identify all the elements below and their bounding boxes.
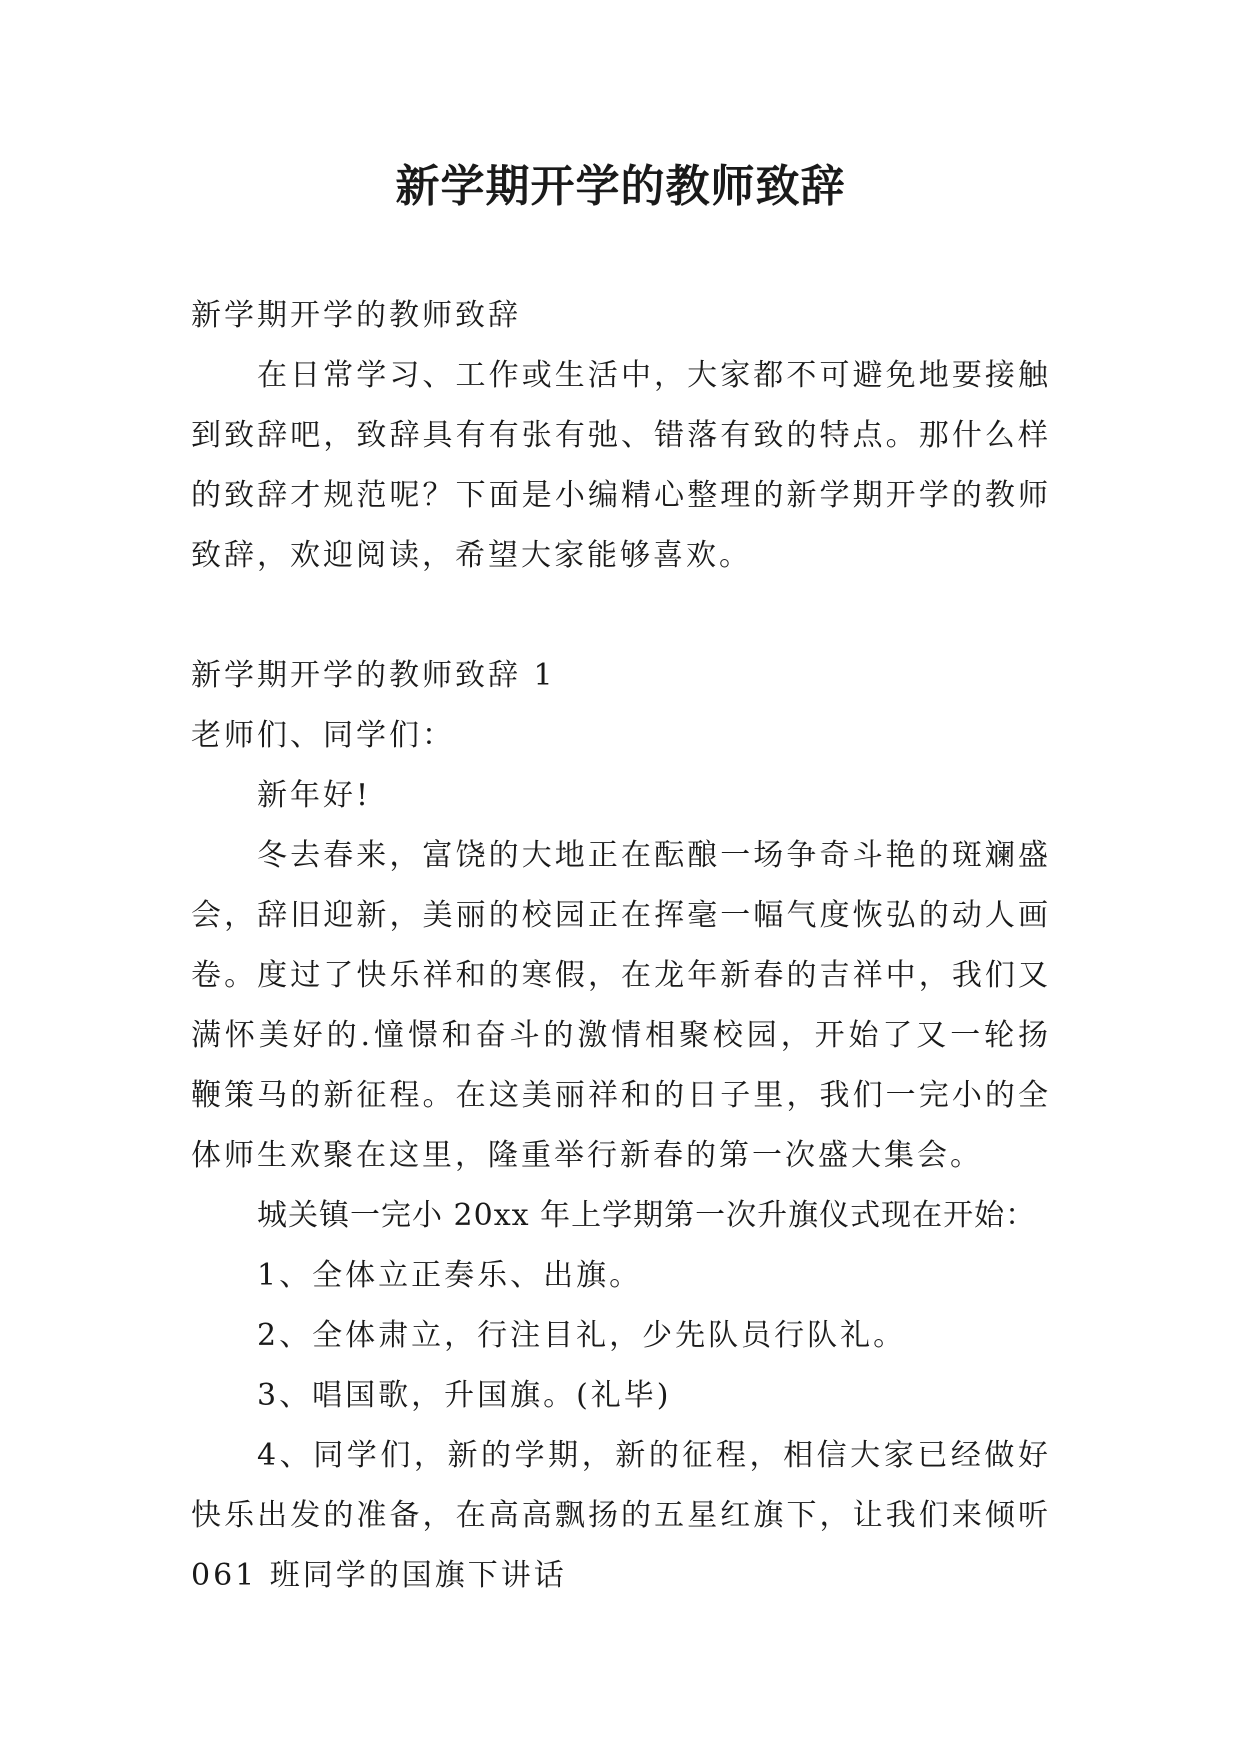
ceremony-start-line: 城关镇一完小 20xx 年上学期第一次升旗仪式现在开始： [257,1198,1037,1233]
paragraph-gap [191,586,1051,646]
greeting-line: 老师们、同学们： [191,718,455,753]
intro-paragraph: 在日常学习、工作或生活中，大家都不可避免地要接触到致辞吧，致辞具有有张有弛、错落有致的特点。那什么样的致辞才规范呢？下面是小编精心整理的新学期开学的教师致辞，欢迎阅读，希望大家能够喜欢。 [191,358,1051,573]
document-title: 新学期开学的教师致辞 [395,161,846,212]
document-subtitle: 新学期开学的教师致辞 [191,298,521,333]
section-heading: 新学期开学的教师致辞 1 [191,658,556,693]
ceremony-item-3: 3、唱国歌，升国旗。(礼毕) [257,1378,672,1413]
ceremony-item-1: 1、全体立正奏乐、出旗。 [257,1258,643,1293]
new-year-line: 新年好! [257,778,372,813]
document-body [191,286,1051,1606]
ceremony-item-4: 4、同学们，新的学期，新的征程，相信大家已经做好快乐出发的准备，在高高飘扬的五星红旗下，让我们来倾听 061 班同学的国旗下讲话 [191,1438,1051,1593]
ceremony-item-2: 2、全体肃立，行注目礼，少先队员行队礼。 [257,1318,907,1353]
main-paragraph: 冬去春来，富饶的大地正在酝酿一场争奇斗艳的斑斓盛会，辞旧迎新，美丽的校园正在挥毫一幅气度恢弘的动人画卷。度过了快乐祥和的寒假，在龙年新春的吉祥中，我们又满怀美好的.憧憬和奋斗的激情相聚校园，开始了又一轮扬鞭策马的新征程。在这美丽祥和的日子里，我们一完小的全体师生欢聚在这里，隆重举行新春的第一次盛大集会。 [191,838,1051,1173]
